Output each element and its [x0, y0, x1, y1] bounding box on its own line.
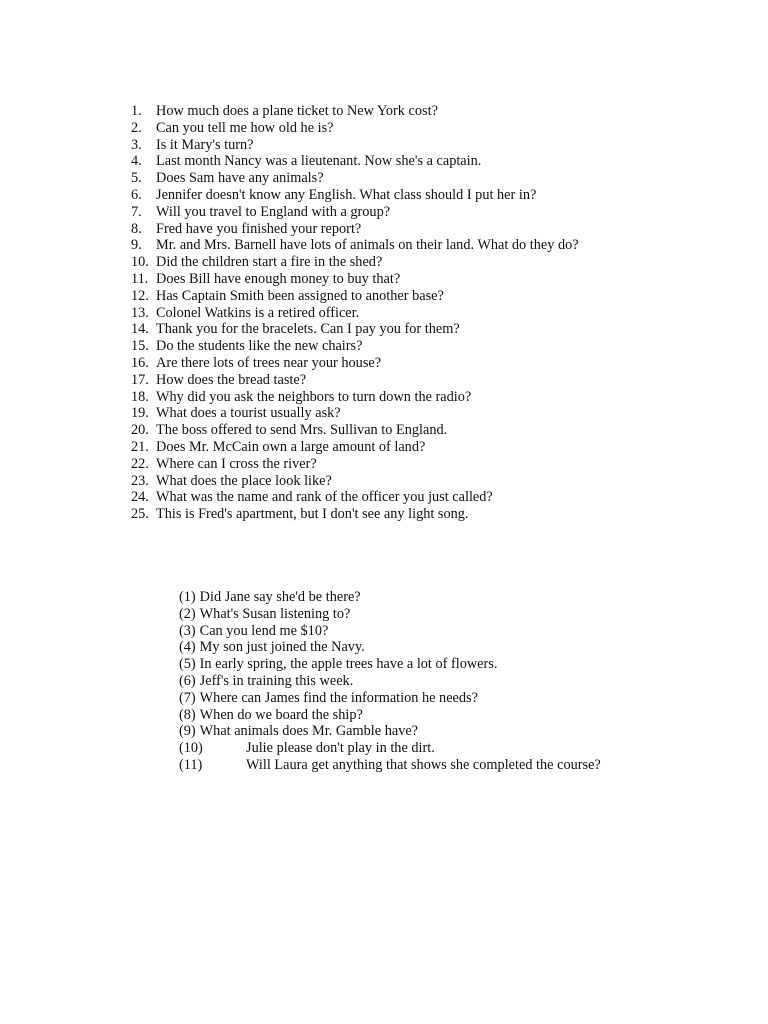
item-text: How much does a plane ticket to New York cost?	[156, 103, 438, 119]
item-number: 16.	[131, 354, 149, 371]
item-number: 24.	[131, 489, 149, 506]
item-number: (1)	[179, 589, 196, 605]
item-text: Can you tell me how old he is?	[156, 119, 334, 136]
item-number: 19.	[131, 405, 149, 422]
item-text: Colonel Watkins is a retired officer.	[156, 304, 360, 321]
list-item	[131, 103, 579, 120]
item-number: (7)	[179, 689, 196, 706]
item-text: Did the children start a fire in the shed?	[156, 254, 383, 271]
item-text: This is Fred's apartment, but I don't see any light song.	[156, 506, 469, 523]
item-number: (2)	[179, 605, 196, 622]
item-number: (6)	[179, 672, 196, 689]
item-text: What does a tourist usually ask?	[156, 405, 341, 422]
list-item	[131, 120, 579, 137]
item-text: Are there lots of trees near your house?	[156, 354, 382, 371]
parenthesized-question-list	[179, 589, 601, 774]
list-item	[179, 639, 601, 656]
item-text: Does Mr. McCain own a large amount of land?	[156, 438, 426, 455]
item-number: (8)	[179, 706, 196, 723]
item-number: 14.	[131, 321, 149, 338]
item-text: In early spring, the apple trees have a lot of flowers.	[199, 656, 498, 673]
list-item	[179, 589, 601, 606]
item-number: 8.	[131, 220, 142, 237]
item-text: The boss offered to send Mrs. Sullivan to England.	[156, 422, 448, 439]
item-number: 23.	[131, 472, 149, 489]
list-item	[179, 707, 601, 724]
item-text: What was the name and rank of the officer you just called?	[156, 489, 493, 506]
item-number: 18.	[131, 388, 149, 405]
item-text: Mr. and Mrs. Barnell have lots of animals on their land. What do they do?	[156, 237, 579, 254]
item-number: 2.	[131, 119, 142, 136]
item-number: 3.	[131, 136, 142, 153]
item-text: What's Susan listening to?	[199, 605, 351, 622]
list-item	[131, 288, 579, 305]
item-text: Why did you ask the neighbors to turn down the radio?	[156, 388, 472, 405]
item-number: 6.	[131, 186, 142, 203]
item-number: (11)	[179, 756, 203, 773]
item-number: 4.	[131, 153, 142, 170]
item-text: Will you travel to England with a group?	[156, 203, 391, 220]
list-item	[179, 740, 601, 757]
list-item	[131, 389, 579, 406]
item-number: 7.	[131, 203, 142, 220]
item-text: Jennifer doesn't know any English. What class should I put her in?	[156, 186, 537, 203]
list-item	[131, 271, 579, 288]
item-number: (3)	[179, 622, 196, 639]
item-number: (4)	[179, 639, 196, 656]
list-item	[179, 690, 601, 707]
list-item	[131, 456, 579, 473]
list-item	[131, 506, 579, 523]
item-number: 21.	[131, 438, 149, 455]
list-item	[131, 321, 579, 338]
item-number: 22.	[131, 455, 149, 472]
item-number: 5.	[131, 170, 142, 187]
item-text: Last month Nancy was a lieutenant. Now she's a captain.	[156, 153, 482, 170]
item-text: When do we board the ship?	[199, 706, 363, 723]
item-text: Where can James find the information he needs?	[199, 689, 478, 706]
item-text: Fred have you finished your report?	[156, 220, 362, 237]
item-text: Thank you for the bracelets. Can I pay you for them?	[156, 321, 460, 338]
item-number: 9.	[131, 237, 142, 254]
item-text: Do the students like the new chairs?	[156, 338, 363, 355]
list-item	[131, 204, 579, 221]
item-text: Is it Mary's turn?	[156, 136, 254, 153]
item-text: My son just joined the Navy.	[199, 639, 365, 656]
list-item	[131, 489, 579, 506]
item-number: 20.	[131, 422, 149, 439]
item-number: (9)	[179, 723, 196, 740]
item-number: (5)	[179, 656, 196, 673]
list-item	[179, 757, 601, 774]
list-item	[131, 355, 579, 372]
item-text: Did Jane say she'd be there?	[199, 589, 361, 605]
list-item	[179, 723, 601, 740]
list-item	[131, 254, 579, 271]
list-item	[179, 623, 601, 640]
numbered-question-list	[131, 103, 579, 523]
list-item	[131, 187, 579, 204]
item-number: 25.	[131, 506, 149, 523]
item-number: 11.	[131, 270, 149, 287]
list-item	[131, 338, 579, 355]
list-item	[131, 372, 579, 389]
item-text: Jeff's in training this week.	[199, 672, 354, 689]
item-number: 10.	[131, 254, 149, 271]
item-text: Where can I cross the river?	[156, 455, 317, 472]
list-item	[131, 473, 579, 490]
item-text: Does Bill have enough money to buy that?	[156, 270, 401, 287]
item-text: Has Captain Smith been assigned to another base?	[156, 287, 444, 304]
list-item	[131, 405, 579, 422]
list-item	[131, 170, 579, 187]
item-number: 12.	[131, 287, 149, 304]
list-item	[131, 153, 579, 170]
list-item	[179, 606, 601, 623]
item-text: Does Sam have any animals?	[156, 170, 324, 187]
list-item	[179, 673, 601, 690]
list-item	[179, 656, 601, 673]
list-item	[131, 439, 579, 456]
item-text: How does the bread taste?	[156, 371, 307, 388]
item-number: 17.	[131, 371, 149, 388]
list-item	[131, 221, 579, 238]
item-text: What does the place look like?	[156, 472, 332, 489]
item-number: (10)	[179, 740, 203, 757]
item-number: 1.	[131, 103, 142, 119]
list-item	[131, 422, 579, 439]
list-item	[131, 305, 579, 322]
item-text: Will Laura get anything that shows she completed the course?	[246, 756, 601, 773]
list-item	[131, 237, 579, 254]
item-number: 15.	[131, 338, 149, 355]
item-number: 13.	[131, 304, 149, 321]
item-text: What animals does Mr. Gamble have?	[199, 723, 419, 740]
list-item	[131, 137, 579, 154]
item-text: Can you lend me $10?	[199, 622, 329, 639]
item-text: Julie please don't play in the dirt.	[246, 740, 435, 757]
